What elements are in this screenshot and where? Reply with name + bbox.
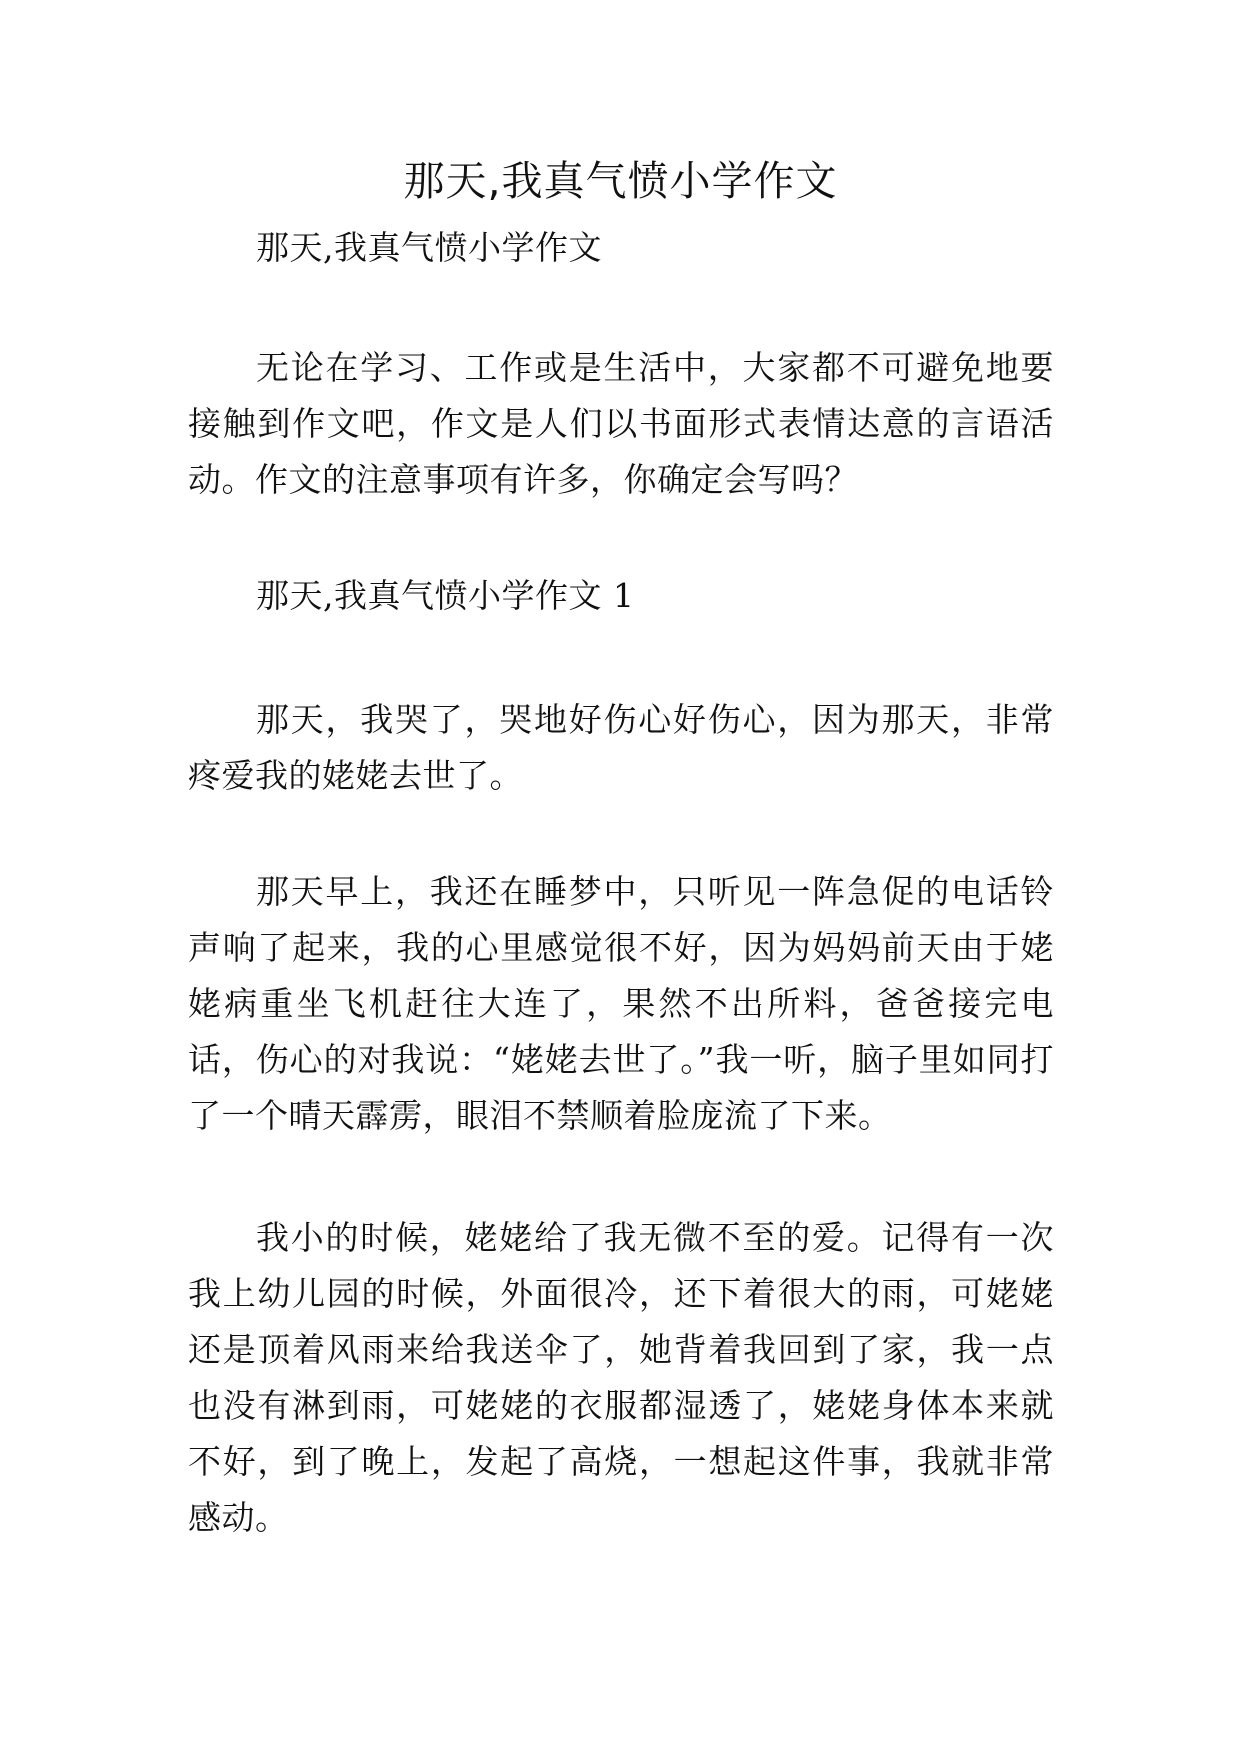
document-subtitle: 那天,我真气愤小学作文 xyxy=(256,228,602,267)
document-title: 那天,我真气愤小学作文 xyxy=(403,157,838,205)
body-paragraph-1: 那天，我哭了，哭地好伤心好伤心，因为那天，非常疼爱我的姥姥去世了。 xyxy=(188,700,1054,795)
body-paragraph-3: 我小的时候，姥姥给了我无微不至的爱。记得有一次我上幼儿园的时候，外面很冷，还下着很大的雨，可姥姥还是顶着风雨来给我送伞了，她背着我回到了家，我一点也没有淋到雨，可姥姥的衣服都湿透了，姥姥身体本来就不好，到了晚上，发起了高烧，一想起这件事，我就非常感动。 xyxy=(188,1218,1054,1537)
body-paragraph-2: 那天早上，我还在睡梦中，只听见一阵急促的电话铃声响了起来，我的心里感觉很不好，因为妈妈前天由于姥姥病重坐飞机赶往大连了，果然不出所料，爸爸接完电话，伤心的对我说：“姥姥去世了。”我一听，脑子里如同打了一个晴天霹雳，眼泪不禁顺着脸庞流了下来。 xyxy=(188,872,1054,1135)
intro-paragraph: 无论在学习、工作或是生活中，大家都不可避免地要接触到作文吧，作文是人们以书面形式表情达意的言语活动。作文的注意事项有许多，你确定会写吗？ xyxy=(188,348,1054,499)
section-heading: 那天,我真气愤小学作文 1 xyxy=(256,576,635,615)
